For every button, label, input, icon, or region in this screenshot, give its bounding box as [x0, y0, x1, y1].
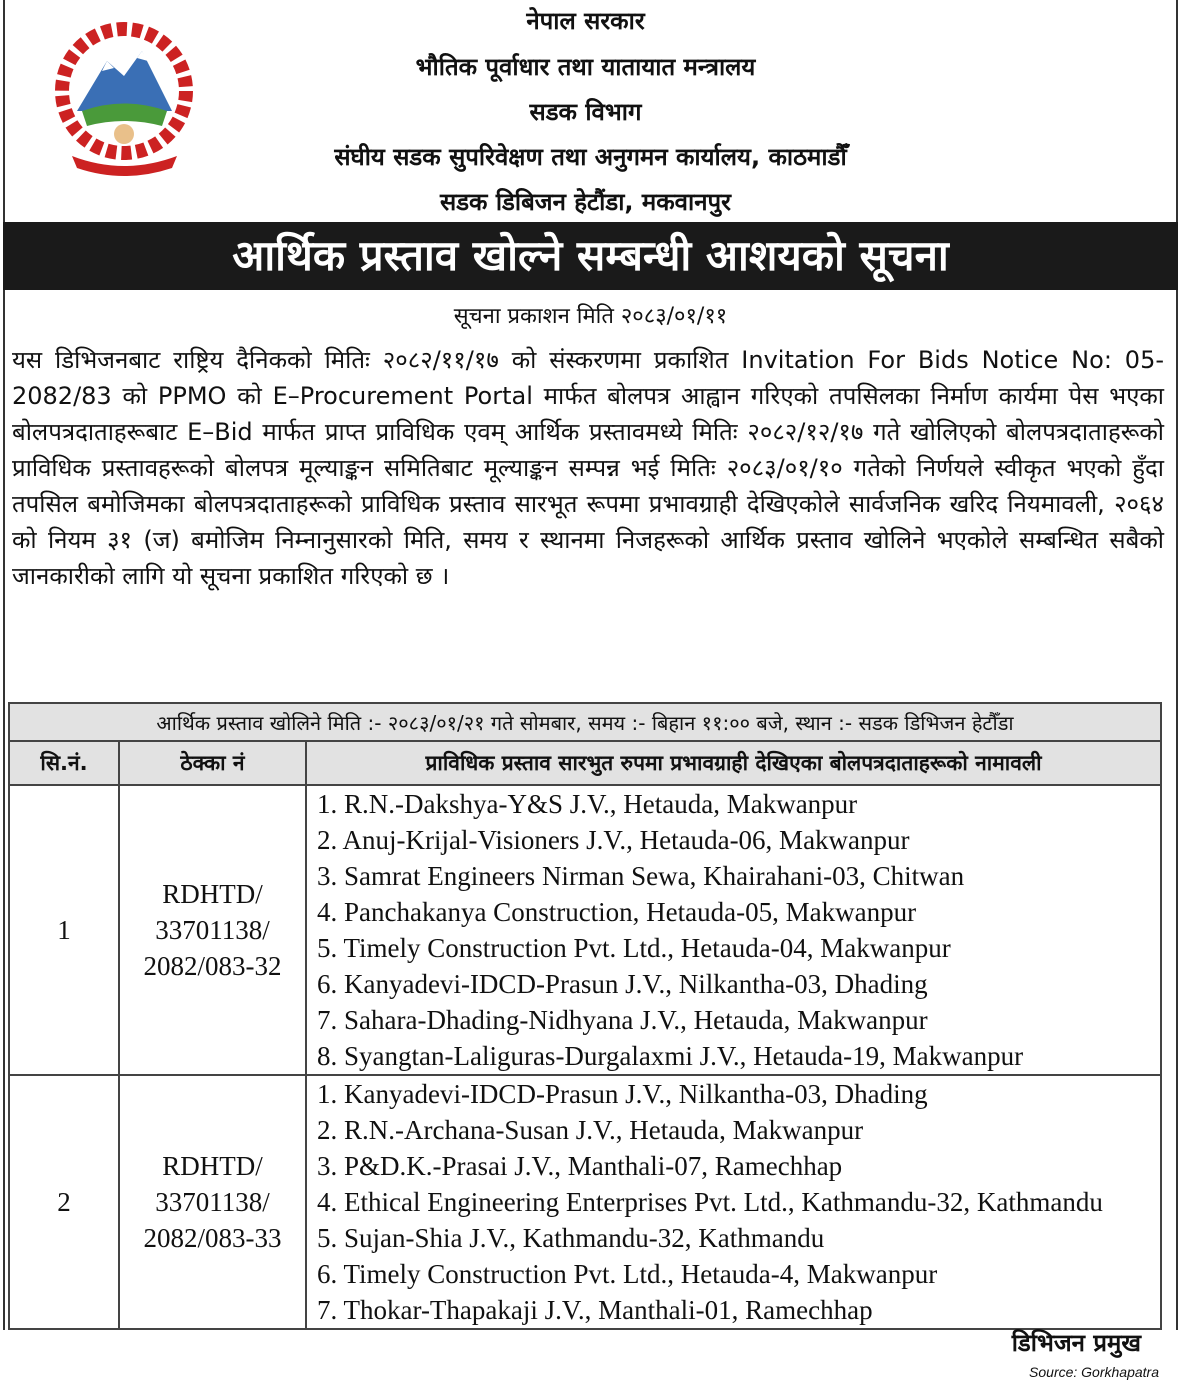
publish-date: सूचना प्रकाशन मिति २०८३/०१/११ [453, 304, 728, 329]
list-item: 2. Anuj-Krijal-Visioners J.V., Hetauda-06, Makwanpur [317, 825, 910, 855]
list-item: 7. Sahara-Dhading-Nidhyana J.V., Hetauda, Makwanpur [317, 1005, 928, 1035]
table-row [9, 785, 1161, 1075]
list-item: 5. Sujan-Shia J.V., Kathmandu-32, Kathmandu [317, 1223, 825, 1253]
col-bidders: प्राविधिक प्रस्ताव सारभुत रुपमा प्रभावग्राही देखिएका बोलपत्रदाताहरूको नामावली [306, 741, 1161, 785]
list-item: 4. Ethical Engineering Enterprises Pvt. Ltd., Kathmandu-32, Kathmandu [317, 1187, 1103, 1217]
list-item: 2. R.N.-Archana-Susan J.V., Hetauda, Makwanpur [317, 1115, 864, 1145]
list-item: 6. Kanyadevi-IDCD-Prasun J.V., Nilkantha-03, Dhading [317, 969, 928, 999]
notice-body: यस डिभिजनबाट राष्ट्रिय दैनिकको मितिः २०८२/११/१७ को संस्करणमा प्रकाशित Invitation For Bids Notice No: 05-2082/83 को PPMO को E–Procurement Portal मार्फत बोलपत्र आह्वान गरिएको तपसिलका निर्माण कार्यमा पेस भएका बोलपत्रदाताहरूबाट E–Bid मार्फत प्राप्त प्राविधिक एवम् आर्थिक प्रस्तावमध्ये मितिः २०८२/१२/१७ गते खोलिएको बोलपत्रदाताहरूको प्राविधिक प्रस्तावहरूको बोलपत्र मूल्याङ्कन समितिबाट मूल्याङ्कन सम्पन्न भई मितिः २०८३/०१/१० गतेको निर्णयले स्वीकृत भएको हुँदा तपसिल बमोजिमका बोलपत्रदाताहरूको प्राविधिक प्रस्ताव सारभूत रूपमा प्रभावग्राही देखिएकोले सार्वजनिक खरिद नियमावली, २०६४ को नियम ३१ (ज) बमोजिम निम्नानुसारको मिति, समय र स्थानमा निजहरूको आर्थिक प्रस्ताव खोलिने भएकोले सम्बन्धित सबैको जानकारीको लागि यो सूचना प्रकाशित गरिएको छ । [12, 346, 1164, 590]
col-contract: ठेक्का नं [119, 741, 306, 785]
header-government: नेपाल सरकार [526, 7, 645, 35]
list-item: 6. Timely Construction Pvt. Ltd., Hetauda-4, Makwanpur [317, 1259, 938, 1289]
list-item: 3. P&D.K.-Prasai J.V., Manthali-07, Ramechhap [317, 1151, 843, 1181]
opening-info: आर्थिक प्रस्ताव खोलिने मिति :- २०८३/०१/२१ गते सोमबार, समय :- बिहान ११:०० बजे, स्थान :- सडक डिभिजन हेटौँडा [9, 703, 1161, 741]
bidders-table [8, 702, 1162, 1330]
list-item: 3. Samrat Engineers Nirman Sewa, Khairahani-03, Chitwan [317, 861, 965, 891]
header-ministry: भौतिक पूर्वाधार तथा यातायात मन्त्रालय [415, 53, 756, 81]
header-department: सडक विभाग [529, 98, 642, 126]
list-item: 5. Timely Construction Pvt. Ltd., Hetauda-04, Makwanpur [317, 933, 951, 963]
contract-number: RDHTD/ 33701138/ 2082/083-32 [119, 785, 306, 1075]
list-item: 1. R.N.-Dakshya-Y&S J.V., Hetauda, Makwanpur [317, 789, 858, 819]
source-credit: Source: Gorkhapatra [1029, 1364, 1159, 1380]
list-item: 7. Thokar-Thapakaji J.V., Manthali-01, Ramechhap [317, 1295, 873, 1325]
header-office: संघीय सडक सुपरिवेक्षण तथा अनुगमन कार्यालय, काठमाडौँ [334, 143, 847, 171]
col-serial: सि.नं. [9, 741, 119, 785]
bidder-list [306, 1075, 1161, 1329]
bidder-list [306, 785, 1161, 1075]
signature-title: डिभिजन प्रमुख [1011, 1329, 1141, 1357]
serial-number: 1 [9, 785, 119, 1075]
serial-number: 2 [9, 1075, 119, 1329]
contract-number: RDHTD/ 33701138/ 2082/083-33 [119, 1075, 306, 1329]
list-item: 1. Kanyadevi-IDCD-Prasun J.V., Nilkantha-03, Dhading [317, 1079, 928, 1109]
list-item: 8. Syangtan-Laliguras-Durgalaxmi J.V., Hetauda-19, Makwanpur [317, 1041, 1024, 1071]
list-item: 4. Panchakanya Construction, Hetauda-05, Makwanpur [317, 897, 917, 927]
table-row [9, 1075, 1161, 1329]
header-division: सडक डिबिजन हेटौंडा, मकवानपुर [439, 188, 731, 216]
notice-title: आर्थिक प्रस्ताव खोल्ने सम्बन्धी आशयको सूचना [3, 222, 1178, 290]
